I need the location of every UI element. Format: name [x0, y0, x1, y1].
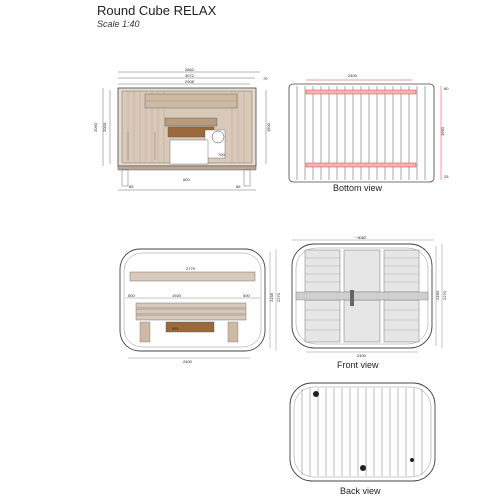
- dim-front-bottom-width: 2400: [357, 353, 366, 358]
- side-section-view: [93, 67, 271, 190]
- drawing-title: Round Cube RELAX: [97, 3, 217, 18]
- back-view-label: Back view: [340, 486, 381, 496]
- dim-bottom-right-mid: 1650: [440, 127, 445, 136]
- dim-side-stove: 700: [218, 152, 225, 157]
- dim-side-width-inner: 3072: [185, 73, 194, 78]
- dim-side-bottom-center: 600: [183, 177, 190, 182]
- bottom-view-label: Bottom view: [333, 183, 383, 193]
- dim-plan-center: 1920: [172, 293, 181, 298]
- plan-section-view: [120, 249, 281, 364]
- dim-side-height-inner: 2004: [102, 123, 107, 132]
- dim-side-bottom-right: 85: [236, 184, 241, 189]
- dim-plan-bottom: 2400: [183, 359, 192, 364]
- dim-plan-left: 500: [128, 293, 135, 298]
- dim-bottom-right-low: 25: [444, 174, 449, 179]
- dim-front-height-b: 2270: [442, 291, 447, 300]
- dim-side-height-total: 2060: [93, 123, 98, 132]
- dim-plan-height-a: 2158: [269, 293, 274, 302]
- dim-side-width-bench: 2908: [185, 79, 194, 84]
- dim-plan-height-b: 2270: [276, 293, 281, 302]
- dim-front-height-a: 2160: [435, 291, 440, 300]
- dim-bottom-width: 2400: [348, 73, 357, 78]
- dim-plan-right: 500: [243, 293, 250, 298]
- front-view-label: Front view: [337, 360, 379, 370]
- front-view: [292, 235, 447, 358]
- dim-plan-bench-width: 2779: [186, 266, 195, 271]
- dim-front-top-width: ~3082: [355, 235, 367, 240]
- back-view: [290, 383, 435, 481]
- dim-plan-door: 951: [172, 326, 179, 331]
- dim-side-top-right: 70: [263, 76, 268, 81]
- dim-side-bottom-left: 85: [129, 184, 134, 189]
- dim-bottom-right-top: 60: [444, 86, 449, 91]
- drawing-scale: Scale 1:40: [97, 19, 140, 29]
- dim-side-height-right: 1900: [266, 123, 271, 132]
- bottom-view: [289, 73, 449, 182]
- dim-side-width-total: 2862: [185, 67, 194, 72]
